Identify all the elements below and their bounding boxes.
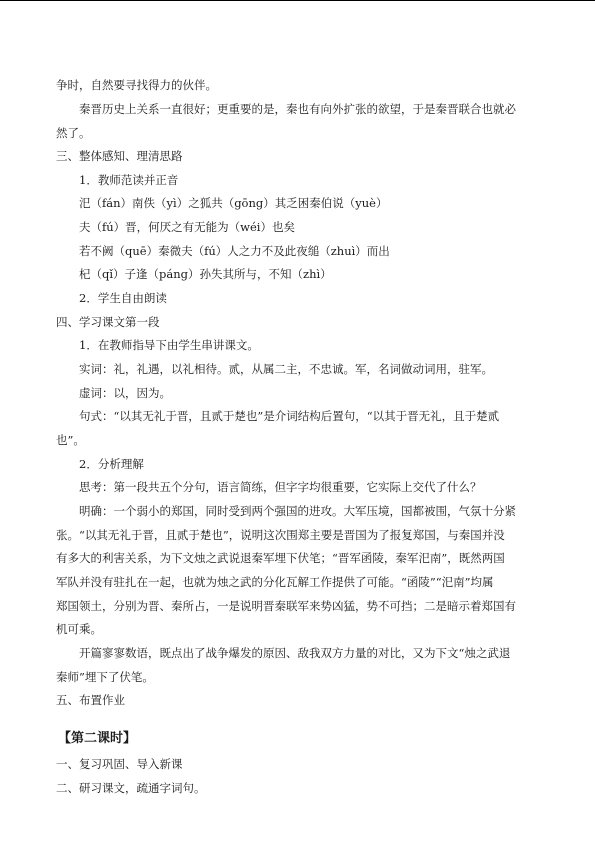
paragraph-line: 开篇寥寥数语，既点出了战争爆发的原因、敌我双方力量的对比，又为下文“烛之武退 [79,646,511,660]
paragraph-line: 机可乘。 [56,622,102,636]
subheading: 1．在教师指导下由学生串讲课文。 [79,338,259,352]
paragraph-line: 有多大的利害关系，为下文烛之武说退秦军埋下伏笔；“晋军函陵，秦军汜南”，既然两国 [56,551,505,565]
pronunciation-line: 若不阙（quē）秦微夫（fú）人之力不及此夜缒（zhuì）而出 [79,244,390,258]
section-heading: 三、整体感知、理清思路 [56,149,183,163]
section-heading: 五、布置作业 [56,693,125,707]
paragraph-line: 句式：“以其无礼于晋，且贰于楚也”是介词结构后置句，“以其于晋无礼，且于楚贰 [79,409,500,423]
paragraph-line: 然了。 [56,126,91,140]
paragraph-line: 郑国领土，分别为晋、秦所占，一是说明晋秦联军来势凶猛，势不可挡；二是暗示着郑国有 [56,599,516,613]
subheading: 2．分析理解 [79,457,144,471]
paragraph-line: 明确：一个弱小的郑国，同时受到两个强国的进攻。大军压境，国都被围，气氛十分紧 [79,504,516,518]
paragraph-line: 张。“以其无礼于晋，且贰于楚也”，说明这次围郑主要是晋国为了报复郑国，与秦国并没 [56,528,505,542]
paragraph-line: 虚词：以，因为。 [79,386,171,400]
pronunciation-line: 杞（qǐ）子逢（páng）孙失其所与，不知（zhì） [79,267,332,281]
section-heading: 二、研习课文，疏通字词句。 [56,781,206,795]
subheading: 1．教师范读并正音 [79,173,179,187]
paragraph-line: 思考：第一段共五个分句，语言简练，但字字均很重要，它实际上交代了什么？ [79,480,482,494]
section-heading: 一、复习巩固、导入新课 [56,757,183,771]
lesson-heading: 【第二课时】 [58,731,137,746]
section-heading: 四、学习课文第一段 [56,315,160,329]
paragraph-line: 争时，自然要寻找得力的伙伴。 [56,78,217,92]
paragraph-line: 实词：礼，礼遇，以礼相待。贰，从属二主，不忠诚。军，名词做动词用，驻军。 [79,362,493,376]
paragraph-line: 秦师”埋下了伏笔。 [56,670,154,684]
subheading: 2．学生自由朗读 [79,291,167,305]
pronunciation-line: 汜（fán）南佚（yì）之狐共（gōng）其乏困秦伯说（yuè） [79,196,388,210]
top-rule [0,0,595,1]
paragraph-line: 秦晋历史上关系一直很好；更重要的是，秦也有向外扩张的欲望，于是秦晋联合也就必 [79,102,516,116]
paragraph-line: 也”。 [56,433,85,447]
paragraph-line: 军队并没有驻扎在一起，也就为烛之武的分化瓦解工作提供了可能。“函陵”“汜南”均属 [56,575,494,589]
pronunciation-line: 夫（fú）晋，何厌之有无能为（wéi）也矣 [79,220,295,234]
